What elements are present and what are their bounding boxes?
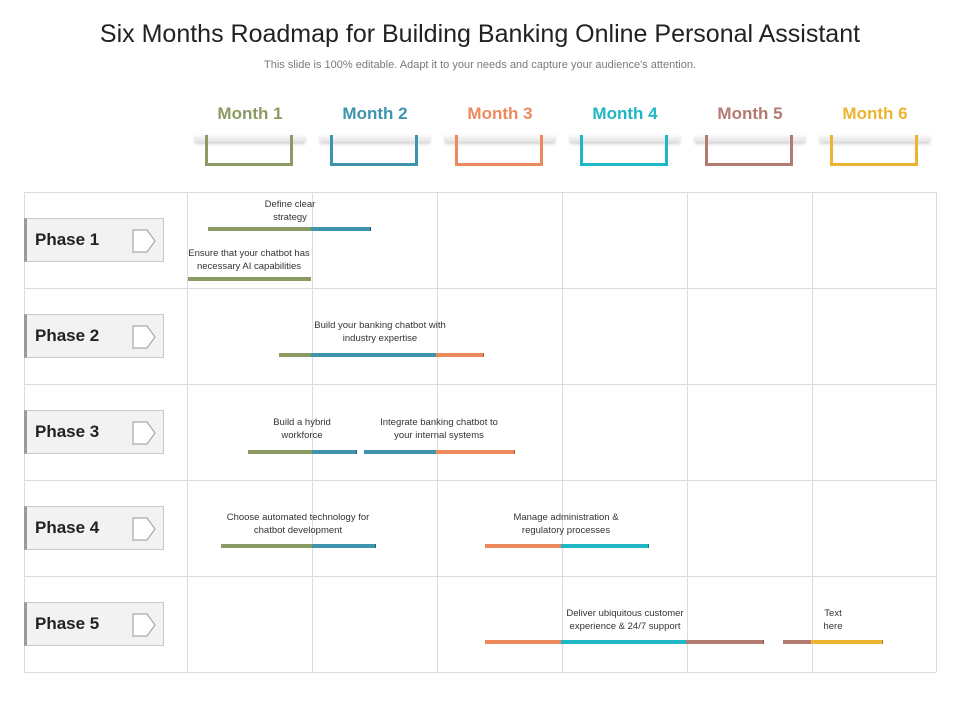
grid-line bbox=[24, 288, 936, 289]
page-title: Six Months Roadmap for Building Banking Online Personal Assistant bbox=[99, 20, 861, 48]
chevron-tag-icon bbox=[131, 228, 157, 254]
task-label-line: Choose automated technology for bbox=[226, 512, 370, 523]
task-label-line: Ensure that your chatbot has bbox=[188, 248, 310, 259]
task-bar bbox=[312, 450, 357, 454]
task-label-line: industry expertise bbox=[342, 333, 418, 344]
task-label-line: your internal systems bbox=[394, 430, 484, 441]
task-label-line: Integrate banking chatbot to bbox=[380, 417, 498, 428]
chevron-tag-icon bbox=[131, 612, 157, 638]
task-label-regulatory-processes bbox=[500, 511, 632, 537]
phase-1-tag bbox=[24, 218, 164, 262]
phase-label: Phase 2 bbox=[35, 326, 100, 345]
month-box bbox=[830, 135, 918, 166]
month-label: Month 3 bbox=[467, 104, 533, 123]
task-label-automated-technology bbox=[220, 511, 376, 537]
task-label-line: regulatory processes bbox=[521, 525, 611, 536]
grid-line bbox=[24, 192, 936, 193]
phase-label: Phase 5 bbox=[35, 614, 100, 633]
task-label-customer-experience bbox=[555, 607, 695, 633]
month-header-3 bbox=[445, 104, 555, 168]
task-bar bbox=[279, 353, 311, 357]
task-bar bbox=[811, 640, 883, 644]
phase-5-tag bbox=[24, 602, 164, 646]
task-bar bbox=[221, 544, 312, 548]
month-label: Month 6 bbox=[842, 104, 908, 123]
page-subtitle: This slide is 100% editable. Adapt it to your needs and capture your audience's attention. bbox=[264, 59, 696, 71]
task-bar bbox=[561, 544, 649, 548]
task-bar bbox=[248, 450, 312, 454]
task-label-ai-capabilities bbox=[184, 247, 314, 273]
grid-line bbox=[24, 480, 936, 481]
task-bar bbox=[364, 450, 436, 454]
month-box bbox=[205, 135, 293, 166]
month-box bbox=[330, 135, 418, 166]
grid-line bbox=[24, 576, 936, 577]
task-label-line: necessary AI capabilities bbox=[196, 261, 302, 272]
grid-line bbox=[687, 192, 688, 672]
task-label-line: chatbot development bbox=[253, 525, 343, 536]
task-bar bbox=[561, 640, 686, 644]
task-label-line: experience & 24/7 support bbox=[569, 621, 681, 632]
task-bar bbox=[312, 544, 376, 548]
task-bar bbox=[188, 277, 311, 281]
task-bar bbox=[436, 353, 484, 357]
grid-line bbox=[562, 192, 563, 672]
task-label-line: Manage administration & bbox=[513, 512, 619, 523]
phase-4-tag bbox=[24, 506, 164, 550]
month-label: Month 2 bbox=[342, 104, 408, 123]
month-label: Month 4 bbox=[592, 104, 658, 123]
task-label-line: strategy bbox=[273, 212, 307, 223]
phase-3-tag bbox=[24, 410, 164, 454]
chevron-tag-icon bbox=[131, 420, 157, 446]
task-label-line: here bbox=[823, 621, 843, 632]
task-bar bbox=[783, 640, 811, 644]
task-label-internal-systems bbox=[369, 416, 509, 442]
task-label-define-strategy bbox=[230, 198, 350, 224]
grid-line bbox=[936, 192, 937, 672]
task-label-line: Build your banking chatbot with bbox=[314, 320, 446, 331]
task-label-hybrid-workforce bbox=[252, 416, 352, 442]
task-bar bbox=[436, 450, 515, 454]
task-bar bbox=[311, 227, 371, 231]
month-label: Month 5 bbox=[717, 104, 783, 123]
phase-label: Phase 3 bbox=[35, 422, 100, 441]
month-header-2 bbox=[320, 104, 430, 168]
grid-line bbox=[24, 672, 936, 673]
task-label-industry-expertise bbox=[305, 319, 455, 345]
task-bar bbox=[485, 640, 561, 644]
month-header-4 bbox=[570, 104, 680, 168]
chevron-tag-icon bbox=[131, 324, 157, 350]
task-bar bbox=[485, 544, 561, 548]
task-label-line: Deliver ubiquitous customer bbox=[566, 608, 684, 619]
task-bar bbox=[208, 227, 311, 231]
month-box bbox=[705, 135, 793, 166]
phase-2-tag bbox=[24, 314, 164, 358]
month-label: Month 1 bbox=[217, 104, 283, 123]
grid-line bbox=[812, 192, 813, 672]
task-label-line: workforce bbox=[281, 430, 323, 441]
task-label-line: Build a hybrid bbox=[273, 417, 331, 428]
month-header-6 bbox=[820, 104, 930, 168]
task-bar bbox=[311, 353, 436, 357]
phase-label: Phase 1 bbox=[35, 230, 100, 249]
chevron-tag-icon bbox=[131, 516, 157, 542]
task-label-line: Text bbox=[824, 608, 842, 619]
task-label-line: Define clear bbox=[264, 199, 316, 210]
month-header-5 bbox=[695, 104, 805, 168]
month-header-1 bbox=[195, 104, 305, 168]
task-bar bbox=[686, 640, 764, 644]
grid-line bbox=[24, 384, 936, 385]
task-label-text-here bbox=[813, 607, 853, 633]
month-box bbox=[455, 135, 543, 166]
month-box bbox=[580, 135, 668, 166]
phase-label: Phase 4 bbox=[35, 518, 100, 537]
